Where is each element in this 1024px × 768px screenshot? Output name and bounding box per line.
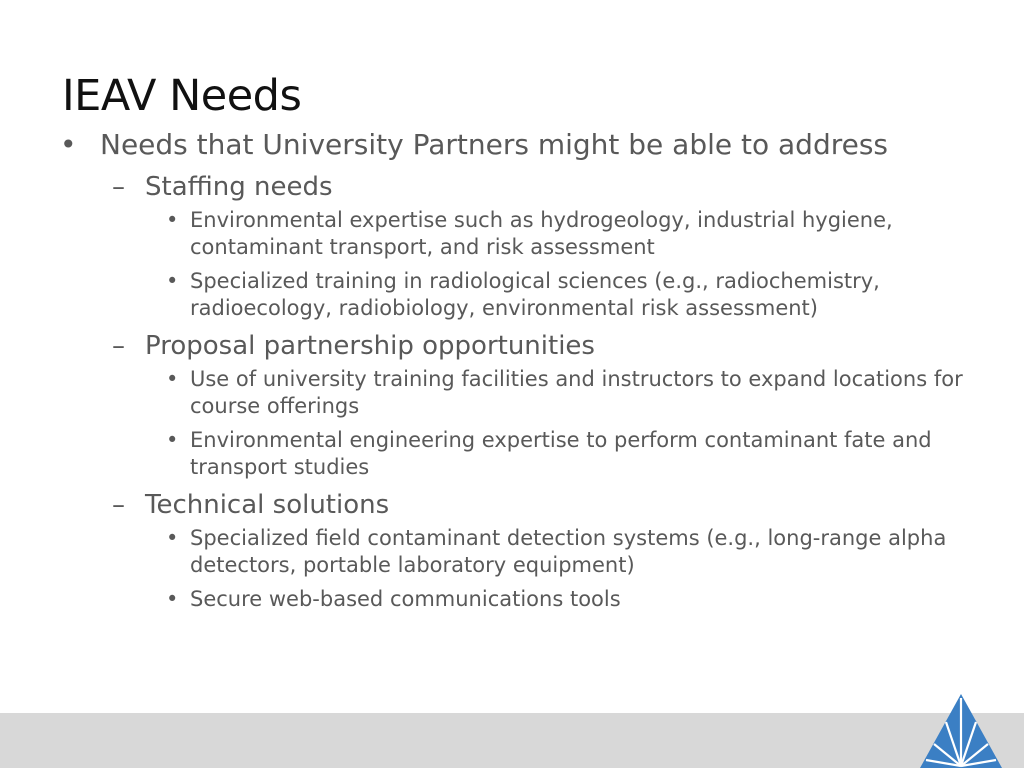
bullet-level3-item: [60, 525, 970, 579]
footer-band: [0, 713, 1024, 768]
bullet-level2-text: Proposal partnership opportunities: [145, 331, 595, 361]
bullet-level3-text: Environmental expertise such as hydrogeology, industrial hygiene, contaminant transport, and risk assessment: [190, 208, 893, 259]
bullet-level3-item: [60, 427, 970, 481]
bullet-level3-item: [60, 586, 970, 613]
bullet-level3-text: Specialized field contaminant detection systems (e.g., long-range alpha detectors, portable laboratory equipment): [190, 526, 947, 577]
slide-title: IEAV Needs: [62, 71, 302, 121]
bullet-level1-text: Needs that University Partners might be able to address: [100, 128, 889, 161]
bullet-dot-icon: •: [166, 526, 179, 550]
bullet-dot-icon: •: [166, 428, 179, 452]
bullet-level3-item: [60, 207, 970, 261]
bullet-dot-icon: •: [166, 208, 179, 232]
blue-fan-logo-icon: [916, 692, 1006, 768]
bullet-level3-text: Use of university training facilities and instructors to expand locations for course offerings: [190, 367, 963, 418]
bullet-level3-item: [60, 268, 970, 322]
bullet-level2-item: [60, 329, 970, 363]
bullet-dot-icon: •: [166, 269, 179, 293]
bullet-level3-item: [60, 366, 970, 420]
bullet-level1-item: [60, 126, 970, 163]
bullet-dash-icon: –: [112, 331, 125, 361]
bullet-level3-text: Specialized training in radiological sciences (e.g., radiochemistry, radioecology, radiobiology, environmental risk assessment): [190, 269, 880, 320]
bullet-dot-icon: •: [166, 587, 179, 611]
slide-body: [60, 126, 970, 620]
bullet-level2-item: [60, 170, 970, 204]
bullet-level3-text: Secure web-based communications tools: [190, 587, 621, 611]
bullet-level3-text: Environmental engineering expertise to perform contaminant fate and transport studies: [190, 428, 932, 479]
bullet-level2-text: Staffing needs: [145, 172, 333, 202]
bullet-level2-text: Technical solutions: [145, 490, 390, 520]
bullet-dash-icon: –: [112, 172, 125, 202]
bullet-dash-icon: –: [112, 490, 125, 520]
bullet-level2-item: [60, 488, 970, 522]
bullet-dot-icon: •: [166, 367, 179, 391]
bullet-dot-icon: •: [60, 128, 77, 161]
